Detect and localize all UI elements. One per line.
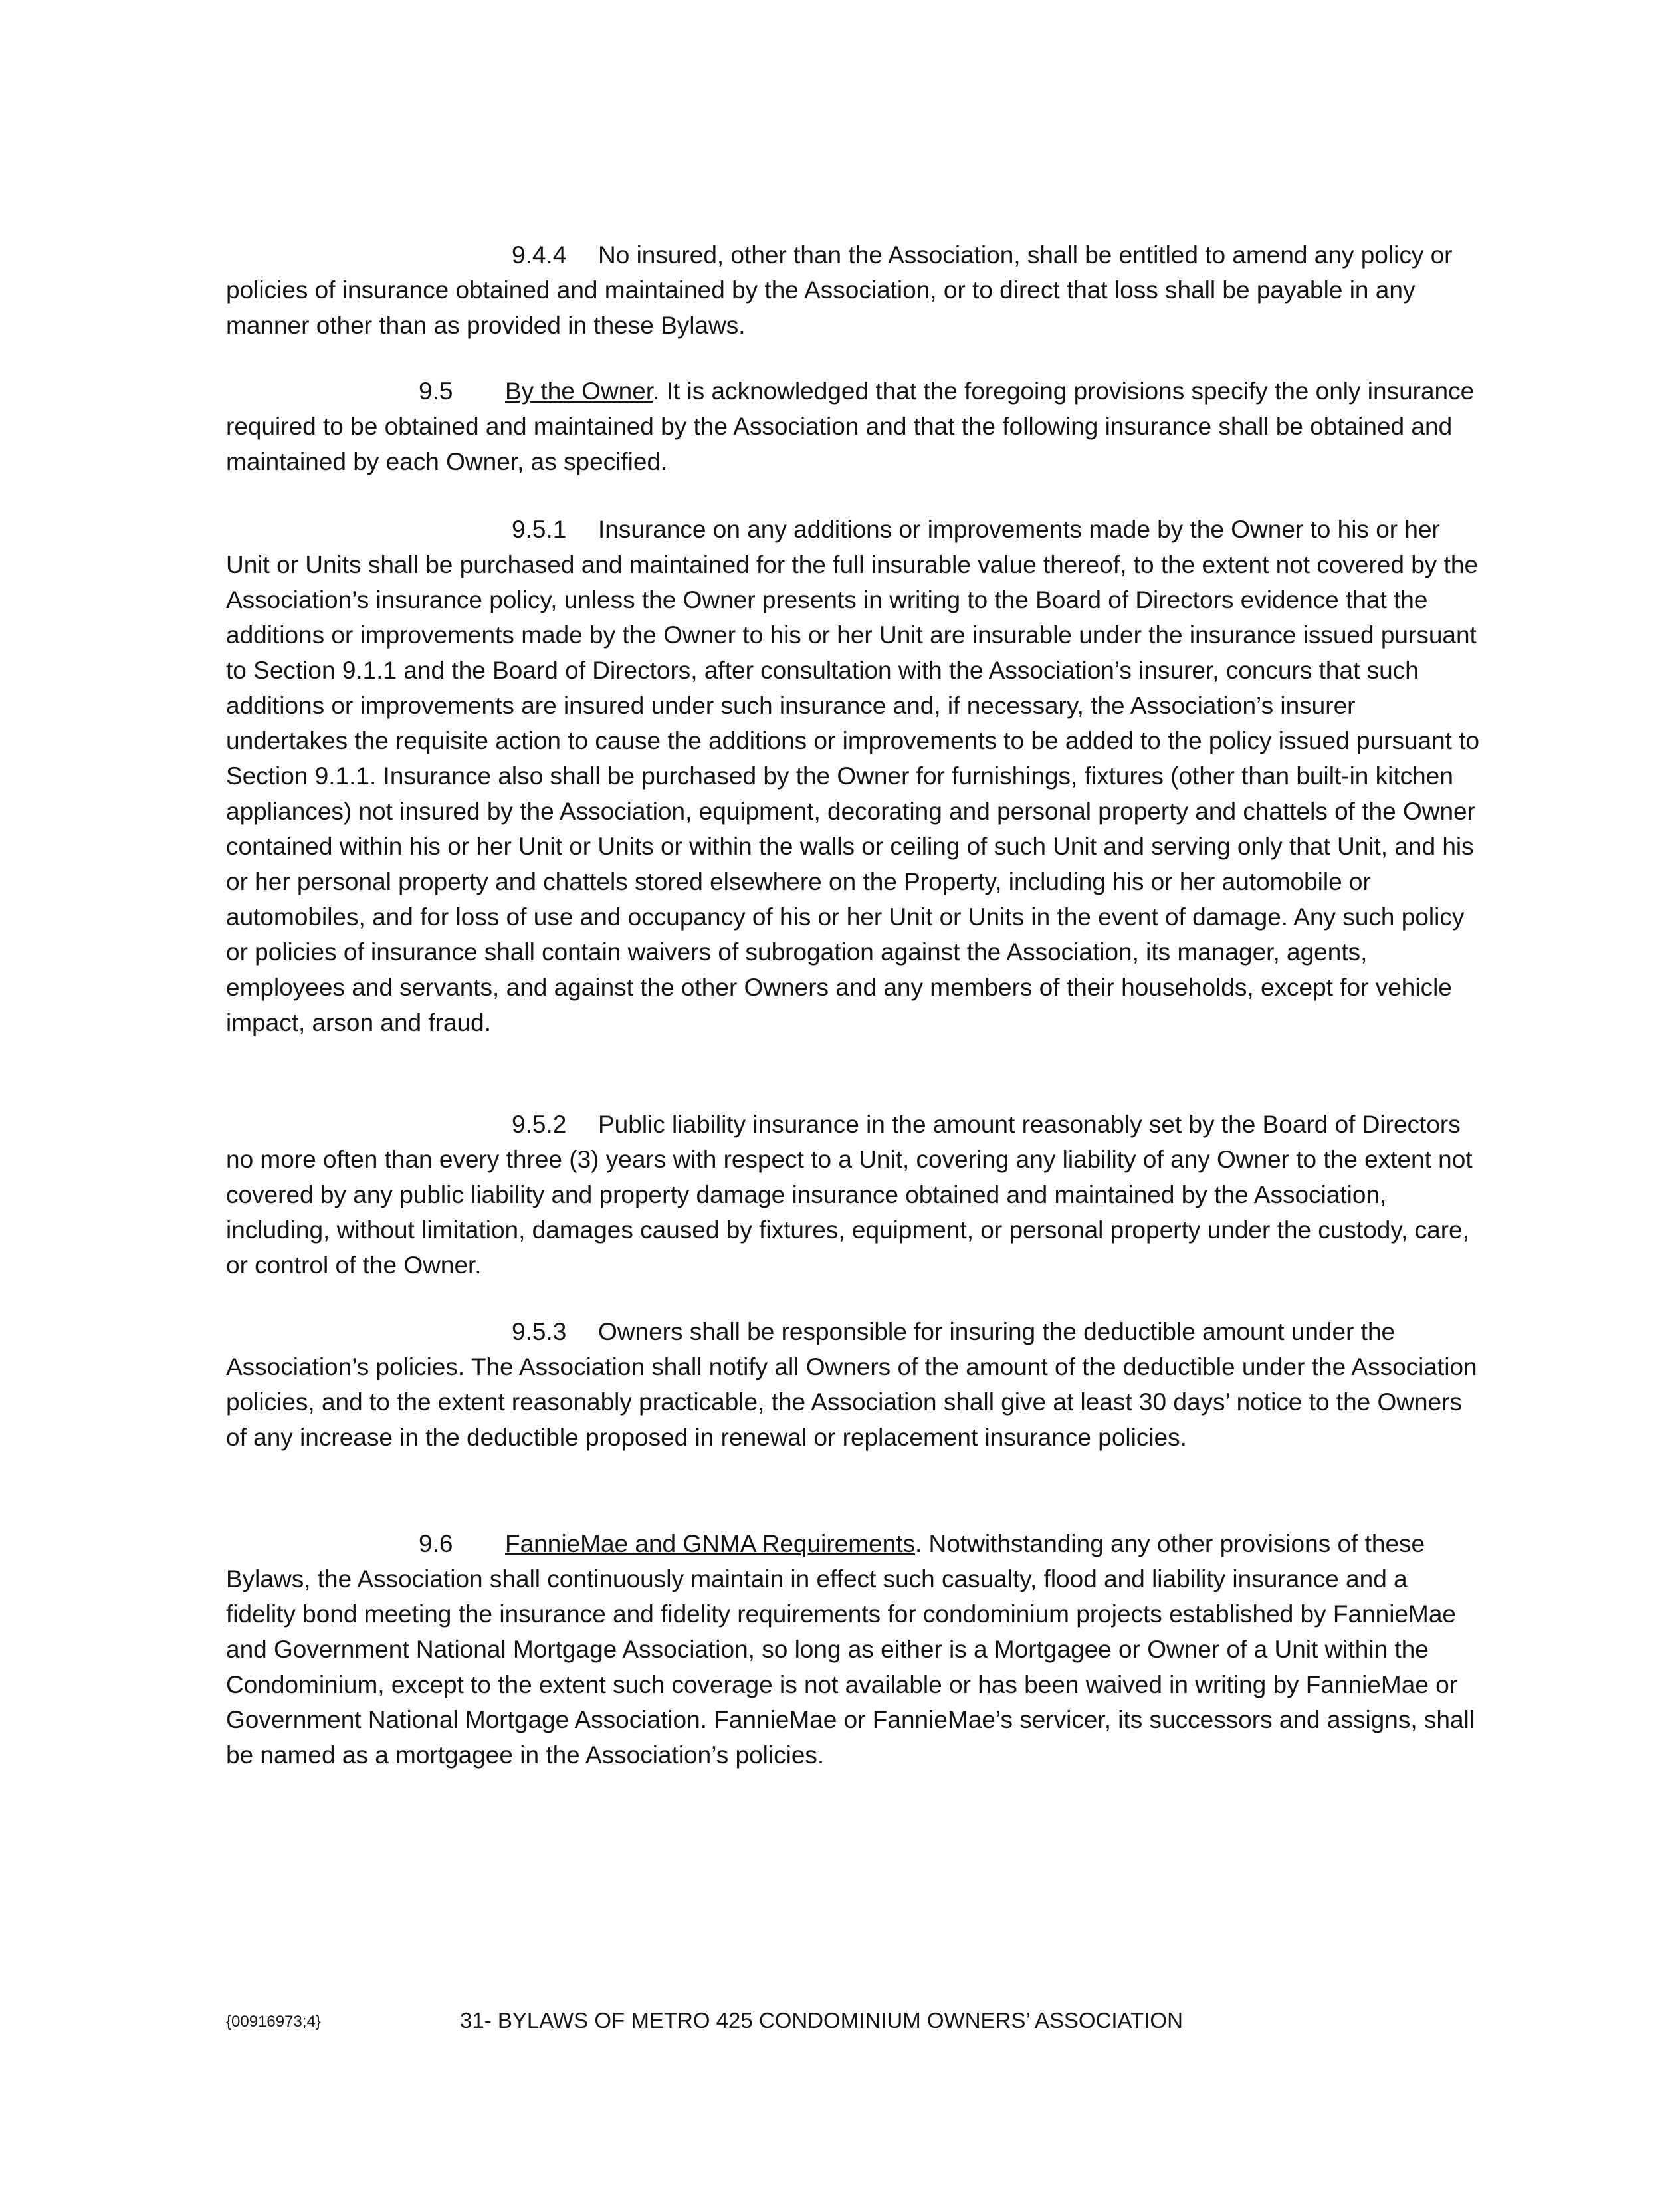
section-text: . Notwithstanding any other provisions of these Bylaws, the Association shall continuously maintain in effect such casualty, flood and liability insurance and a fidelity bond meeting the insurance and fidelity requirements for condominium projects established by FannieMae and Government National Mortgage Association, so long as either is a Mortgagee or Owner of a Unit within the Condominium, except to the extent such coverage is not available or has been waived in writing by FannieMae or Government National Mortgage Association. FannieMae or FannieMae’s servicer, its successors and assigns, shall be named as a mortgagee in the Association’s policies. [226,1530,1475,1769]
section-heading: FannieMae and GNMA Requirements [505,1530,915,1557]
section-9-5-3 [226,1314,1482,1455]
section-text: No insured, other than the Association, shall be entitled to amend any policy or policies of insurance obtained and maintained by the Association, or to direct that loss shall be payable in any manner other than as provided in these Bylaws. [226,241,1453,339]
footer-page-title: 31- BYLAWS OF METRO 425 CONDOMINIUM OWNERS’ ASSOCIATION [460,2008,1183,2032]
section-heading: By the Owner [505,378,653,405]
section-number: 9.5.3 [512,1318,567,1345]
section-9-6 [226,1526,1482,1773]
section-text: Public liability insurance in the amount reasonably set by the Board of Directors no more often than every three (3) years with respect to a Unit, covering any liability of any Owner to the extent not covered by any public liability and property damage insurance obtained and maintained by the Association, including, without limitation, damages caused by fixtures, equipment, or personal property under the custody, care, or control of the Owner. [226,1111,1473,1279]
section-number: 9.5.2 [512,1111,567,1138]
section-9-5-1 [226,512,1482,1040]
section-number: 9.4.4 [512,241,567,269]
document-id: {00916973;4} [226,2013,321,2030]
section-9-4-4 [226,237,1482,343]
section-text: Insurance on any additions or improvements made by the Owner to his or her Unit or Units shall be purchased and maintained for the full insurable value thereof, to the extent not covered by the Association’s insurance policy, unless the Owner presents in writing to the Board of Directors evidence that the additions or improvements made by the Owner to his or her Unit are insurable under the insurance issued pursuant to Section 9.1.1 and the Board of Directors, after consultation with the Association’s insurer, concurs that such additions or improvements are insured under such insurance and, if necessary, the Association’s insurer undertakes the requisite action to cause the additions or improvements to be added to the policy issued pursuant to Section 9.1.1. Insurance also shall be purchased by the Owner for furnishings, fixtures (other than built-in kitchen appliances) not insured by the Association, equipment, decorating and personal property and chattels of the Owner contained within his or her Unit or Units or within the walls or ceiling of such Unit and serving only that Unit, and his or her personal property and chattels stored elsewhere on the Property, including his or her automobile or automobiles, and for loss of use and occupancy of his or her Unit or Units in the event of damage. Any such policy or policies of insurance shall contain waivers of subrogation against the Association, its manager, agents, employees and servants, and against the other Owners and any members of their households, except for vehicle impact, arson and fraud. [226,516,1480,1036]
section-9-5 [226,374,1482,479]
page-footer [226,2004,1489,2037]
section-text: . It is acknowledged that the foregoing provisions specify the only insurance required to be obtained and maintained by the Association and that the following insurance shall be obtained and maintained by each Owner, as specified. [226,378,1475,475]
section-number: 9.6 [419,1530,453,1557]
section-number: 9.5.1 [512,516,567,543]
section-9-5-2 [226,1107,1482,1283]
section-number: 9.5 [419,378,453,405]
section-text: Owners shall be responsible for insuring the deductible amount under the Association’s policies. The Association shall notify all Owners of the amount of the deductible under the Association policies, and to the extent reasonably practicable, the Association shall give at least 30 days’ notice to the Owners of any increase in the deductible proposed in renewal or replacement insurance policies. [226,1318,1477,1451]
